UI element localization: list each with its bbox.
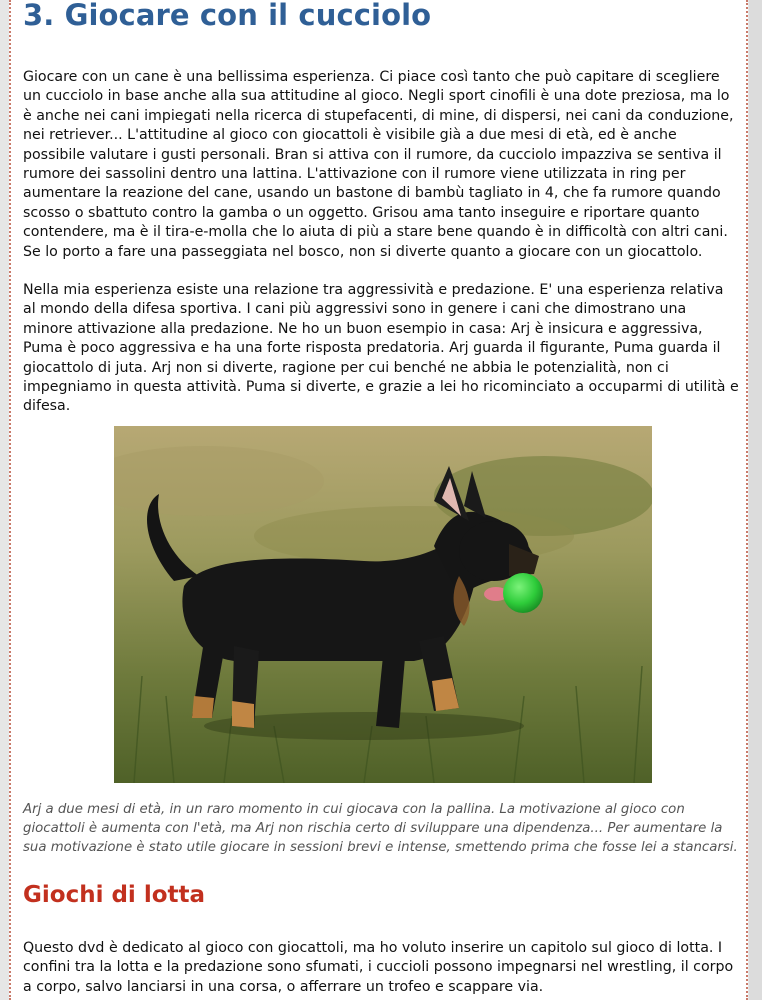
body-paragraph: Nella mia esperienza esiste una relazione tra aggressività e predazione. E' una esperienza relativa al mondo della difesa sportiva. I cani più aggressivi sono in genere i cani che dimostrano una minore attivazione alla predazione. Ne ho un buon esempio in casa: Arj è insicura e aggressiva, Puma è poco aggressiva e ha una forte risposta predatoria. Arj guarda il figurante, Puma guarda il giocattolo di juta. Arj non si diverte, ragione per cui benché ne abbia le potenzialità, non ci impegniamo in questa attività. Puma si diverte, e grazie a lei ho ricominciato a occuparmi di utilità e difesa. (23, 282, 739, 415)
section-title: 3. Giocare con il cucciolo (23, 0, 432, 32)
body-paragraph: Questo dvd è dedicato al gioco con giocattoli, ma ho voluto inserire un capitolo sul gioco di lotta. I confini tra la lotta e la predazione sono sfumati, i cuccioli possono impegnarsi nel wrestling, il corpo a corpo, salvo lanciarsi in una corsa, o afferrare un trofeo e scappare via. (23, 940, 734, 995)
puppy-photo (114, 426, 652, 783)
body-paragraph: Giocare con un cane è una bellissima esperienza. Ci piace così tanto che può capitare di scegliere un cucciolo in base anche alla sua attitudine al gioco. Negli sport cinofili è una dote preziosa, ma lo è anche nei cani impiegati nella ricerca di stupefacenti, di mine, di dispersi, nei cani da conduzione, nei retriever... L'attitudine al gioco con giocattoli è visibile già a due mesi di età, ed è anche possibile valutare i gusti personali. Bran si attiva con il rumore, da cucciolo impazziva se sentiva il rumore dei sassolini dentro una lattina. L'attivazione con il rumore viene utilizzata in ring per aumentare la reazione del cane, usando un bastone di bambù tagliato in 4, che fa rumore quando scosso o sbattuto contro la gamba o un oggetto. Grisou ama tanto inseguire e riportare quanto contendere, ma è il tira-e-molla che lo aiuta di più a stare bene quando è in difficoltà con altri cani. Se lo porto a fare una passeggiata nel bosco, non si diverte quanto a giocare con un giocattolo. (23, 69, 734, 260)
scroll-gutter (749, 0, 762, 1000)
subsection-title: Giochi di lotta (23, 882, 206, 908)
photo-caption: Arj a due mesi di età, in un raro momento in cui giocava con la pallina. La motivazione al gioco con giocattoli è aumenta con l'età, ma Arj non rischia certo di sviluppare una dipendenza... Per aumentare la sua motivazione è stato utile giocare in sessioni brevi e intense, smettendo prima che fosse lei a stancarsi. (23, 802, 738, 855)
article-page (9, 0, 748, 1000)
